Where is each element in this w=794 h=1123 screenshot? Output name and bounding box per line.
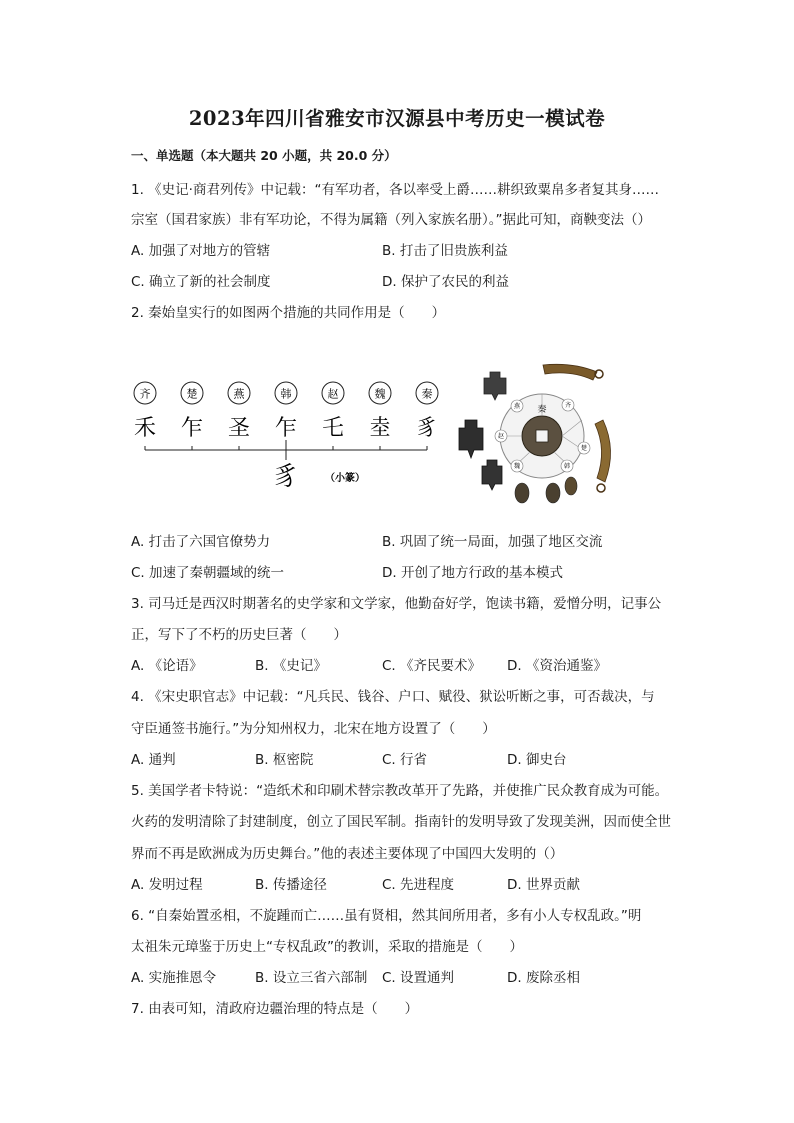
state-circle bbox=[416, 382, 438, 404]
q1-option-c: C. 确立了新的社会制度 bbox=[131, 274, 271, 290]
q5-stem-line1: 5. 美国学者卡特说：“造纸术和印刷术替宗教改革开了先路，并使推广民众教育成为可能。 bbox=[131, 783, 669, 799]
q6-option-b: B. 设立三省六部制 bbox=[255, 970, 368, 986]
q4-option-a: A. 通判 bbox=[131, 752, 176, 768]
q1-option-a: A. 加强了对地方的管辖 bbox=[131, 243, 271, 259]
q4-option-d: D. 御史台 bbox=[507, 752, 567, 768]
q3-stem-line2: 正，写下了不朽的历史巨著（ ） bbox=[131, 627, 347, 643]
spade-coin bbox=[484, 372, 506, 400]
q5-option-d: D. 世界贡献 bbox=[507, 877, 580, 893]
state-label: 楚 bbox=[186, 387, 198, 401]
state-label: 魏 bbox=[374, 387, 386, 401]
q3-option-a: A. 《论语》 bbox=[131, 658, 203, 674]
q6-option-c: C. 设置通判 bbox=[382, 970, 455, 986]
script-variant-glyph: 豸 bbox=[415, 416, 439, 441]
q6-option-d: D. 废除丞相 bbox=[507, 970, 580, 986]
q4-option-b: B. 枢密院 bbox=[255, 752, 314, 768]
section-heading: 一、单选题（本大题共 20 小题，共 20.0 分） bbox=[131, 148, 397, 163]
q3-option-c: C. 《齐民要术》 bbox=[382, 658, 482, 674]
q3-option-d: D. 《资治通鉴》 bbox=[507, 658, 607, 674]
script-diagram bbox=[134, 382, 438, 492]
q2-figure bbox=[125, 360, 670, 520]
state-circle bbox=[369, 382, 391, 404]
q2-option-c: C. 加速了秦朝疆域的统一 bbox=[131, 565, 285, 581]
oval-coin bbox=[565, 477, 577, 495]
q5-option-c: C. 先进程度 bbox=[382, 877, 455, 893]
script-variant-glyph: 乍 bbox=[274, 416, 298, 441]
seal-script-label: （小篆） bbox=[325, 473, 365, 484]
coin-ring-label: 齐 bbox=[564, 402, 572, 409]
oval-coin bbox=[515, 483, 529, 503]
script-variant-glyph: 禾 bbox=[133, 416, 157, 441]
q5-option-b: B. 传播途径 bbox=[255, 877, 327, 893]
q1-stem-line1: 1. 《史记·商君列传》中记载：“有军功者，各以率受上爵……耕织致粟帛多者复其身…… bbox=[131, 182, 659, 198]
merge-bracket bbox=[145, 440, 427, 460]
script-variant-glyph: 圣 bbox=[227, 416, 251, 441]
q3-stem-line1: 3. 司马迁是西汉时期著名的史学家和文学家，他勤奋好学，饱读书籍，爱憎分明，记事公 bbox=[131, 596, 662, 612]
q1-option-b: B. 打击了旧贵族利益 bbox=[382, 243, 508, 259]
q5-option-a: A. 发明过程 bbox=[131, 877, 203, 893]
oval-coin bbox=[546, 483, 560, 503]
q2-figure-svg bbox=[125, 360, 670, 520]
q6-stem-line1: 6. “自秦始置丞相，不旋踵而亡……虽有贤相，然其间所用者，多有小人专权乱政。”明 bbox=[131, 908, 642, 924]
spade-coin bbox=[459, 420, 483, 458]
q6-option-a: A. 实施推恩令 bbox=[131, 970, 217, 986]
q2-option-d: D. 开创了地方行政的基本模式 bbox=[382, 565, 563, 581]
coin-ring-label: 魏 bbox=[513, 463, 521, 470]
knife-coin-right bbox=[595, 420, 611, 482]
exam-title: 2023年四川省雅安市汉源县中考历史一模试卷 bbox=[188, 107, 606, 130]
q2-stem-line1: 2. 秦始皇实行的如图两个措施的共同作用是（ ） bbox=[131, 305, 446, 321]
state-label: 赵 bbox=[327, 387, 339, 401]
state-circle bbox=[228, 382, 250, 404]
coin-center-label: 秦 bbox=[537, 405, 547, 415]
q3-option-b: B. 《史记》 bbox=[255, 658, 327, 674]
coin-ring-label: 楚 bbox=[580, 445, 588, 452]
q4-stem-line2: 守臣通签书施行。”为分知州权力，北宋在地方设置了（ ） bbox=[131, 721, 496, 737]
state-circle bbox=[181, 382, 203, 404]
state-label: 韩 bbox=[280, 387, 292, 401]
q4-stem-line1: 4. 《宋史职官志》中记载：“凡兵民、钱谷、户口、赋役、狱讼听断之事，可否裁决，与 bbox=[131, 689, 655, 705]
coin-ring-label: 赵 bbox=[497, 433, 505, 440]
script-variant-glyph: 坴 bbox=[368, 416, 392, 441]
knife-coin-top bbox=[543, 364, 597, 380]
script-variant-glyph: 乍 bbox=[180, 416, 204, 441]
q5-stem-line3: 界而不再是欧洲成为历史舞台。”他的表述主要体现了中国四大发明的（） bbox=[131, 846, 564, 862]
coin-ring-label: 燕 bbox=[513, 403, 521, 410]
state-circle bbox=[322, 382, 344, 404]
state-circle bbox=[275, 382, 297, 404]
state-circle bbox=[134, 382, 156, 404]
q7-stem-line1: 7. 由表可知，清政府边疆治理的特点是（ ） bbox=[131, 1001, 419, 1017]
q1-stem-line2: 宗室（国君家族）非有军功论，不得为属籍（列入家族名册）。”据此可知，商鞅变法（） bbox=[131, 212, 651, 228]
script-variant-glyph: 乇 bbox=[321, 416, 345, 441]
coin-diagram bbox=[459, 364, 611, 503]
unified-seal-glyph: 豸 bbox=[272, 462, 300, 492]
q1-option-d: D. 保护了农民的利益 bbox=[382, 274, 509, 290]
q5-stem-line2: 火药的发明清除了封建制度，创立了国民军制。指南针的发明导致了发现美洲，因而使全世 bbox=[131, 814, 671, 830]
coin-ring-label: 韩 bbox=[563, 463, 571, 470]
state-label: 燕 bbox=[233, 387, 245, 401]
q4-option-c: C. 行省 bbox=[382, 752, 428, 768]
state-label: 齐 bbox=[139, 387, 151, 401]
q2-option-b: B. 巩固了统一局面，加强了地区交流 bbox=[382, 534, 603, 550]
q6-stem-line2: 太祖朱元璋鉴于历史上“专权乱政”的教训，采取的措施是（ ） bbox=[131, 939, 523, 955]
q2-option-a: A. 打击了六国官僚势力 bbox=[131, 534, 271, 550]
state-label: 秦 bbox=[421, 387, 433, 401]
spade-coin bbox=[482, 460, 502, 490]
